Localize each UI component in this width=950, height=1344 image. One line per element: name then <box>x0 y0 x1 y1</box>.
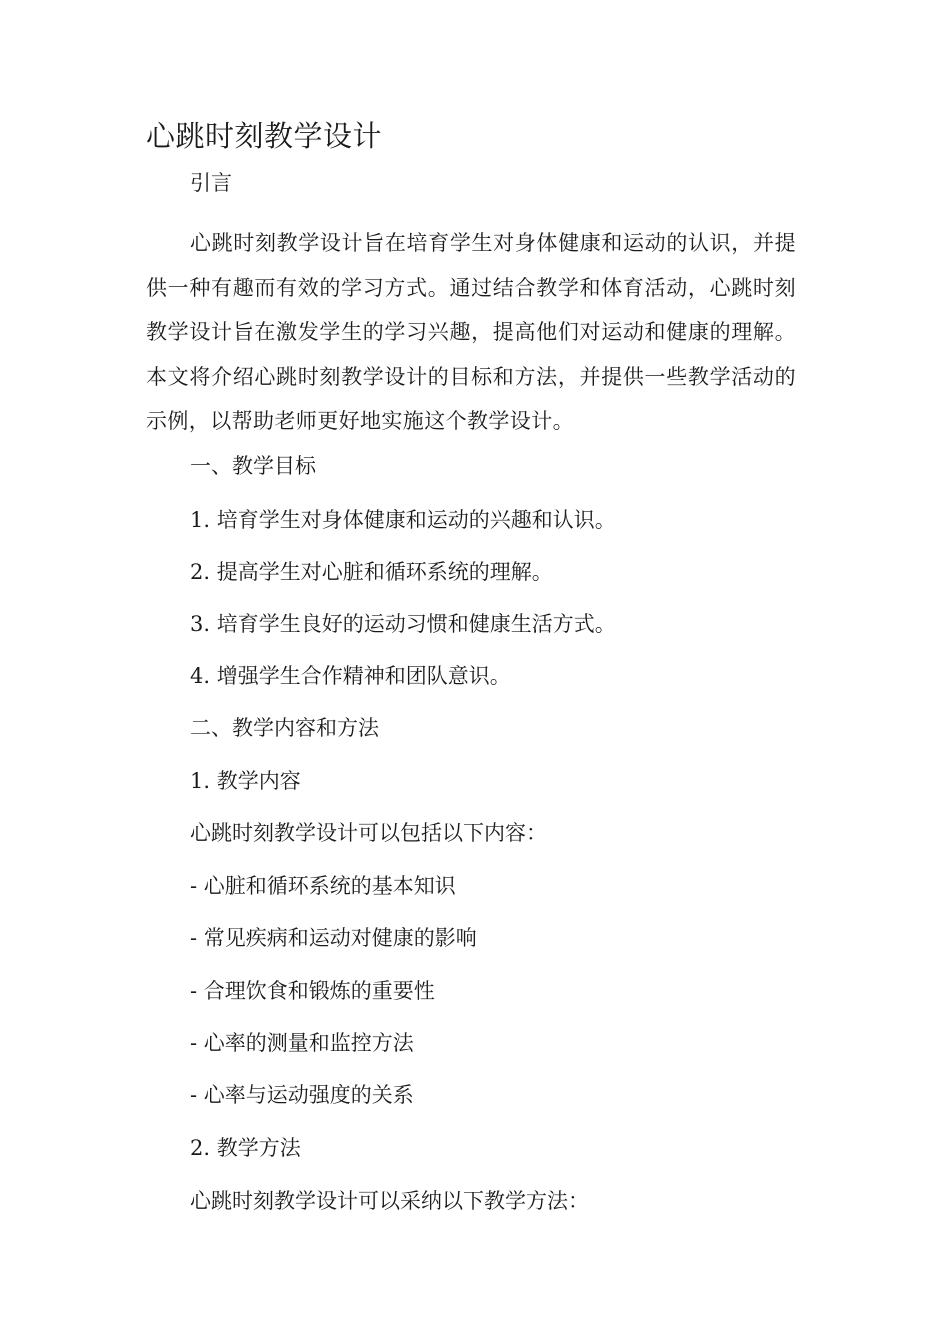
content-item: - 常见疾病和运动对健康的影响 <box>190 926 477 950</box>
content-item: - 心脏和循环系统的基本知识 <box>190 874 456 898</box>
section-heading-content-methods: 二、教学内容和方法 <box>190 716 379 740</box>
section-heading-goals: 一、教学目标 <box>190 454 316 478</box>
intro-paragraph: 心跳时刻教学设计旨在培育学生对身体健康和运动的认识，并提供一种有趣而有效的学习方式。通过结合教学和体育活动，心跳时刻教学设计旨在激发学生的学习兴趣，提高他们对运动和健康的理解。本文将介绍心跳时刻教学设计的目标和方法，并提供一些教学活动的示例，以帮助老师更好地实施这个教学设计。 <box>146 231 796 433</box>
content-intro: 心跳时刻教学设计可以包括以下内容： <box>190 821 547 845</box>
goal-item: 1. 培育学生对身体健康和运动的兴趣和认识。 <box>190 508 616 532</box>
content-item: - 合理饮食和锻炼的重要性 <box>190 979 435 1003</box>
content-item: - 心率的测量和监控方法 <box>190 1031 414 1055</box>
intro-heading: 引言 <box>190 171 232 195</box>
document-title: 心跳时刻教学设计 <box>146 119 383 153</box>
subheading-content: 1. 教学内容 <box>190 769 301 793</box>
methods-intro: 心跳时刻教学设计可以采纳以下教学方法： <box>190 1189 589 1213</box>
goal-item: 4. 增强学生合作精神和团队意识。 <box>190 664 511 688</box>
goal-item: 3. 培育学生良好的运动习惯和健康生活方式。 <box>190 612 616 636</box>
content-item: - 心率与运动强度的关系 <box>190 1083 414 1107</box>
goal-item: 2. 提高学生对心脏和循环系统的理解。 <box>190 560 553 584</box>
subheading-methods: 2. 教学方法 <box>190 1136 301 1160</box>
